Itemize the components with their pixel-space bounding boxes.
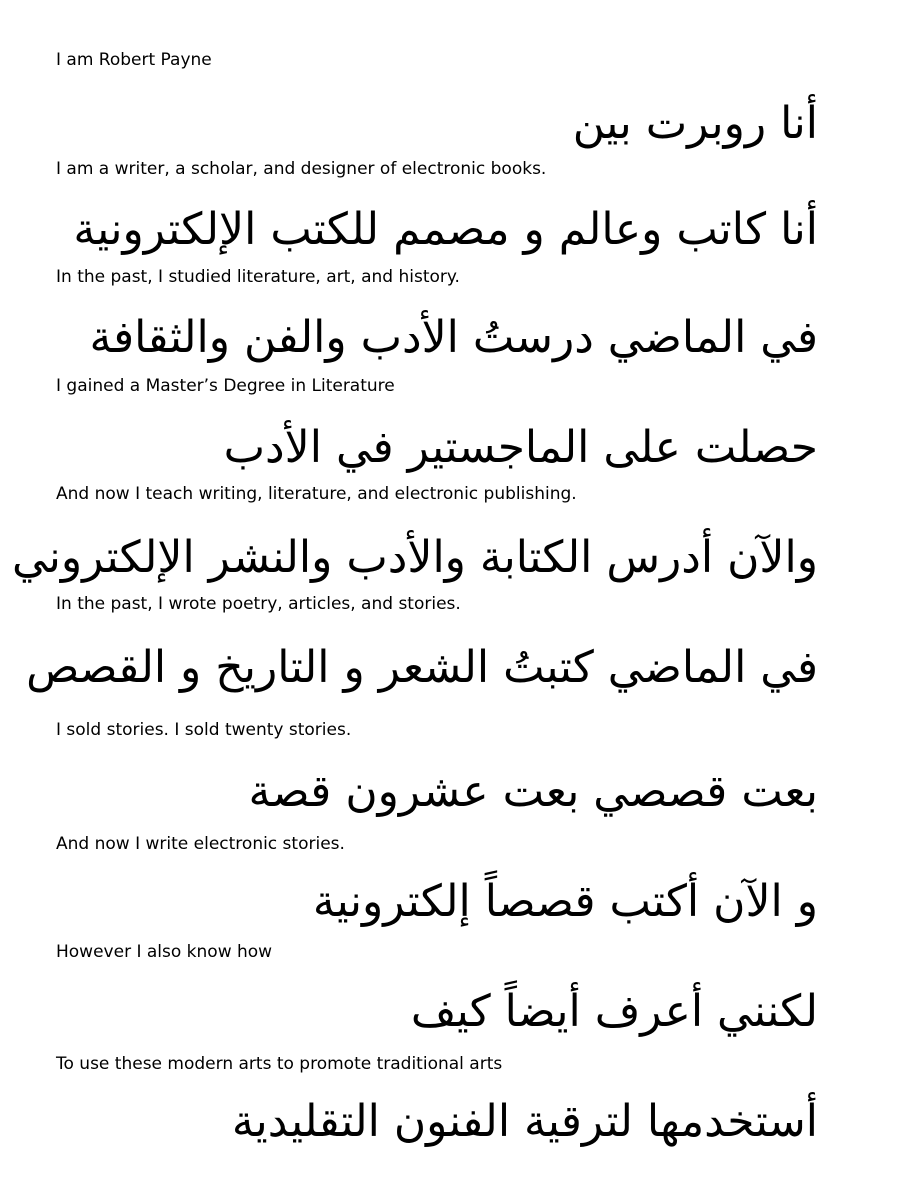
english-line-4: I gained a Master’s Degree in Literature bbox=[56, 376, 395, 396]
english-line-7: I sold stories. I sold twenty stories. bbox=[56, 720, 352, 740]
arabic-line-3: في الماضي درستُ الأدب والفن والثقافة bbox=[89, 312, 818, 363]
arabic-line-1: أنا روبرت بين bbox=[572, 98, 818, 149]
arabic-line-9: لكنني أعرف أيضاً كيف bbox=[410, 986, 818, 1037]
english-line-8: And now I write electronic stories. bbox=[56, 834, 345, 854]
english-line-3: In the past, I studied literature, art, and history. bbox=[56, 267, 460, 287]
arabic-line-2: أنا كاتب وعالم و مصمم للكتب الإلكترونية bbox=[73, 204, 818, 255]
english-line-5: And now I teach writing, literature, and electronic publishing. bbox=[56, 484, 577, 504]
english-line-1: I am Robert Payne bbox=[56, 50, 212, 70]
english-line-10: To use these modern arts to promote traditional arts bbox=[56, 1054, 503, 1074]
english-line-2: I am a writer, a scholar, and designer of electronic books. bbox=[56, 159, 547, 179]
arabic-line-7: بعت قصصي بعت عشرون قصة bbox=[248, 766, 818, 817]
arabic-line-4: حصلت على الماجستير في الأدب bbox=[223, 422, 818, 473]
arabic-line-5: والآن أدرس الكتابة والأدب والنشر الإلكتروني bbox=[11, 532, 818, 583]
arabic-line-8: و الآن أكتب قصصاً إلكترونية bbox=[312, 876, 818, 927]
english-line-9: However I also know how bbox=[56, 942, 273, 962]
english-line-6: In the past, I wrote poetry, articles, and stories. bbox=[56, 594, 461, 614]
arabic-line-10: أستخدمها لترقية الفنون التقليدية bbox=[231, 1096, 818, 1147]
arabic-line-6: في الماضي كتبتُ الشعر و التاريخ و القصص bbox=[26, 642, 818, 693]
